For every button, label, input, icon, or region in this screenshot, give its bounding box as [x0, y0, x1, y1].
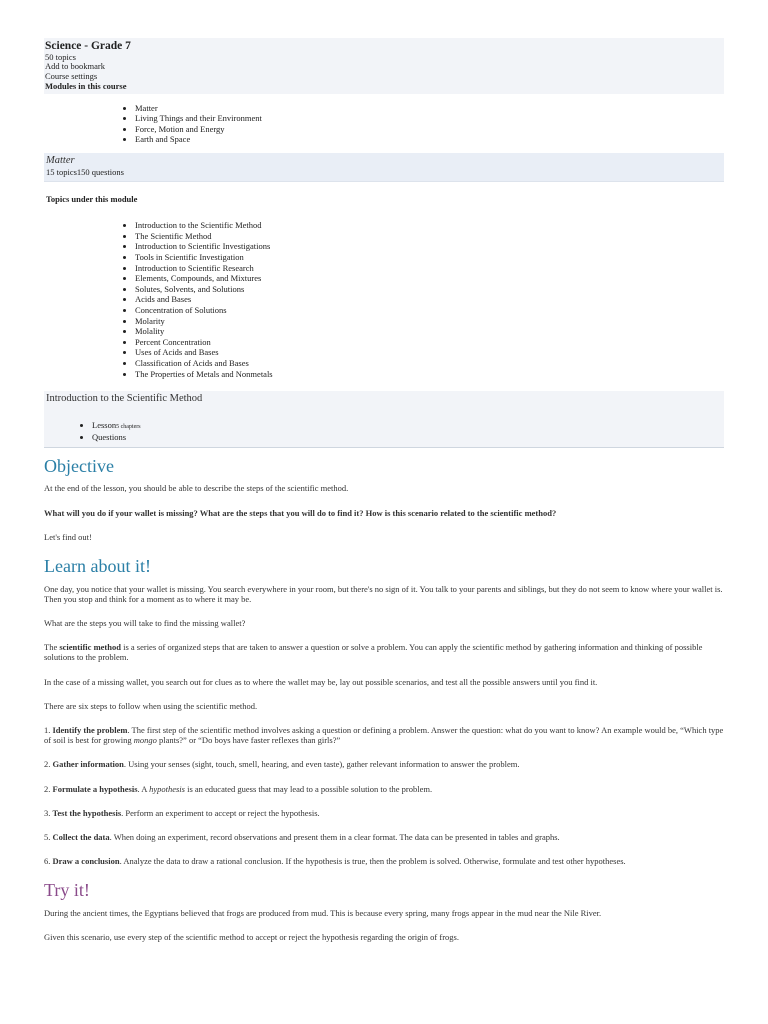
topic-item[interactable]: • The Properties of Metals and Nonmetals	[135, 369, 724, 380]
topics-count: 50 topics	[45, 51, 76, 62]
topic-item[interactable]: • The Scientific Method	[135, 231, 724, 242]
topic-item[interactable]: • Molality	[135, 326, 724, 337]
step-4	[44, 808, 724, 818]
step-number: 2.	[44, 759, 53, 770]
step-term: Test the hypothesis	[52, 807, 122, 818]
page	[44, 38, 724, 956]
step-3	[44, 784, 724, 794]
learn-paragraph: There are six steps to follow when using the scientific method.	[44, 700, 258, 711]
term-scientific-method: scientific method	[59, 642, 121, 653]
text-fragment: . Analyze the data to draw a rational conclusion. If the hypothesis is true, then the problem is solved. Otherwise, formulate and test other hypotheses.	[119, 856, 626, 867]
topics-list	[44, 220, 724, 379]
topic-item[interactable]: • Elements, Compounds, and Mixtures	[135, 273, 724, 284]
text-fragment: is a series of organized steps that are taken to answer a question or solve a problem. You can apply the scientific method by gathering information and thinking of possible solutions to the problem.	[44, 642, 703, 663]
objective-text: At the end of the lesson, you should be able to describe the steps of the scientific method.	[44, 483, 349, 494]
step-5	[44, 832, 724, 842]
module-meta: 15 topics150 questions	[46, 166, 124, 177]
step-number: 6.	[44, 856, 53, 867]
modules-list	[44, 103, 724, 145]
step-2	[44, 759, 724, 769]
lesson-count: 5 chapters	[116, 423, 141, 430]
module-item-living-things[interactable]: • Living Things and their Environment	[135, 113, 724, 124]
text-fragment: hypothesis	[149, 783, 185, 794]
topic-item[interactable]: • Molarity	[135, 316, 724, 327]
learn-paragraph: One day, you notice that your wallet is missing. You search everywhere in your room, but there's no sign of it. You talk to your parents and siblings, but they do not seem to know where your wallet is. Then you stop and think for a moment as to where it may be.	[44, 583, 723, 604]
topic-item[interactable]: • Introduction to Scientific Research	[135, 263, 724, 274]
module-header	[44, 153, 724, 182]
learn-definition	[44, 642, 724, 662]
step-number: 3.	[44, 807, 53, 818]
text-fragment: . Perform an experiment to accept or reject the hypothesis.	[121, 807, 320, 818]
add-bookmark-link[interactable]: Add to bookmark	[45, 61, 105, 72]
topic-item[interactable]: • Acids and Bases	[135, 294, 724, 305]
step-6	[44, 856, 724, 866]
modules-heading: Modules in this course	[45, 80, 127, 91]
try-paragraph: Given this scenario, use every step of the scientific method to accept or reject the hypothesis regarding the origin of frogs.	[44, 932, 459, 943]
topic-item[interactable]: • Introduction to the Scientific Method	[135, 220, 724, 231]
lesson-label: Lesson	[92, 419, 117, 430]
step-term: Draw a conclusion	[52, 856, 120, 867]
text-fragment: The	[44, 642, 60, 653]
objective-cta: Let's find out!	[44, 531, 92, 542]
objective-heading: Objective	[44, 455, 114, 476]
topic-title: Introduction to the Scientific Method	[46, 393, 203, 405]
text-fragment: plants?” or “Do boys have faster reflexes than girls?”	[156, 735, 341, 746]
topic-panel	[44, 391, 724, 448]
topic-item[interactable]: • Tools in Scientific Investigation	[135, 252, 724, 263]
text-fragment: . A	[137, 783, 150, 794]
text-fragment: mongo	[133, 735, 157, 746]
step-term: Gather information	[52, 759, 124, 770]
module-item-force-motion[interactable]: • Force, Motion and Energy	[135, 124, 724, 135]
lesson-item[interactable]	[92, 420, 722, 433]
course-header	[44, 38, 724, 94]
topics-heading: Topics under this module	[46, 194, 138, 205]
module-item-earth-space[interactable]: • Earth and Space	[135, 134, 724, 145]
topic-item[interactable]: • Concentration of Solutions	[135, 305, 724, 316]
step-number: 5.	[44, 831, 53, 842]
text-fragment: . When doing an experiment, record observations and present them in a clear format. The data can be presented in tables and graphs.	[109, 831, 560, 842]
try-heading: Try it!	[44, 880, 90, 901]
topic-item[interactable]: • Solutes, Solvents, and Solutions	[135, 284, 724, 295]
objective-question: What will you do if your wallet is missing? What are the steps that you will do to find it? How is this scenario related to the scientific method?	[44, 507, 557, 518]
try-paragraph: During the ancient times, the Egyptians believed that frogs are produced from mud. This is because every spring, many frogs appear in the mud near the Nile River.	[44, 907, 602, 918]
step-term: Formulate a hypothesis	[52, 783, 138, 794]
questions-item[interactable]: • Questions	[92, 432, 722, 443]
module-title[interactable]: Matter	[46, 155, 75, 167]
module-item-matter[interactable]: • Matter	[135, 103, 724, 114]
course-settings-link[interactable]: Course settings	[45, 71, 98, 82]
learn-paragraph: What are the steps you will take to find the missing wallet?	[44, 618, 246, 629]
step-number: 2.	[44, 783, 53, 794]
text-fragment: . The first step of the scientific method involves asking a question or defining a problem. Answer the question: what do you want to know? An example would be, “Which type of soil is best for growing	[44, 724, 724, 746]
topic-item[interactable]: • Introduction to Scientific Investigations	[135, 241, 724, 252]
text-fragment: . Using your senses (sight, touch, smell, hearing, and even taste), gather relevant information to answer the problem.	[123, 759, 520, 770]
step-number: 1.	[44, 724, 53, 735]
topic-contents-list	[46, 420, 722, 443]
learn-heading: Learn about it!	[44, 556, 151, 577]
step-term: Identify the problem	[52, 724, 128, 735]
step-term: Collect the data	[52, 831, 110, 842]
topic-item[interactable]: • Classification of Acids and Bases	[135, 358, 724, 369]
step-1	[44, 725, 724, 745]
topic-item[interactable]: • Uses of Acids and Bases	[135, 347, 724, 358]
text-fragment: is an educated guess that may lead to a possible solution to the problem.	[184, 783, 433, 794]
learn-paragraph: In the case of a missing wallet, you search out for clues as to where the wallet may be, lay out possible scenarios, and test all the possible answers until you find it.	[44, 676, 598, 687]
course-title: Science - Grade 7	[45, 40, 131, 52]
topic-item[interactable]: • Percent Concentration	[135, 337, 724, 348]
